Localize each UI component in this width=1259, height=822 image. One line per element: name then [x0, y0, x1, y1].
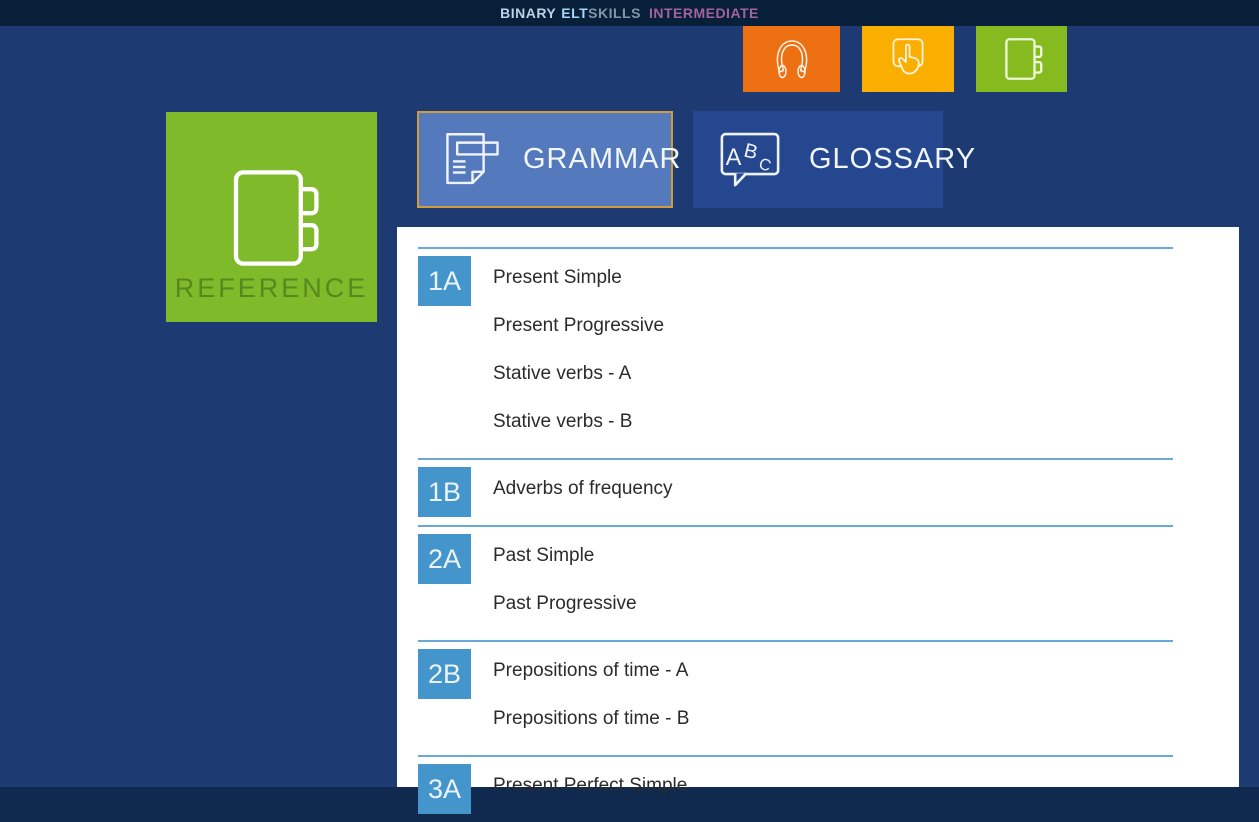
grammar-topic[interactable]: Present Simple [493, 267, 622, 288]
brand-binary: BINARY [500, 5, 557, 21]
reference-tile-label: REFERENCE [174, 273, 369, 303]
grammar-topic[interactable]: Present Progressive [493, 315, 665, 336]
grammar-section [397, 458, 1239, 525]
topic-items [493, 762, 1239, 810]
unit-badge[interactable]: 3A [418, 764, 471, 814]
svg-text:C: C [756, 154, 774, 175]
reference-tile[interactable] [166, 112, 377, 322]
reference-toolbar-button[interactable] [976, 26, 1067, 92]
grammar-topic[interactable]: Stative verbs - A [493, 363, 632, 384]
grammar-section [397, 755, 1239, 822]
touch-button[interactable] [862, 26, 954, 92]
titlebar [0, 0, 1259, 26]
grammar-topic[interactable]: Present Perfect Simple [493, 775, 688, 796]
section-body [397, 460, 1239, 525]
grammar-topics-panel [397, 227, 1239, 804]
topic-items [493, 254, 1239, 446]
grammar-topic[interactable]: Prepositions of time - B [493, 708, 690, 729]
tab-grammar[interactable] [417, 111, 682, 208]
grammar-section [397, 640, 1239, 755]
brand-skills: SKILLS [588, 5, 641, 21]
svg-text:A: A [725, 144, 742, 171]
grammar-topic[interactable]: Stative verbs - B [493, 411, 633, 432]
grammar-topic[interactable]: Prepositions of time - A [493, 660, 689, 681]
unit-badge[interactable]: 2A [418, 534, 471, 584]
section-body [397, 757, 1239, 822]
grammar-document-icon [437, 125, 501, 195]
section-body [397, 642, 1239, 755]
grammar-section [397, 525, 1239, 640]
unit-badge[interactable]: 1B [418, 467, 471, 517]
notebook-icon [995, 33, 1049, 85]
section-body [397, 527, 1239, 640]
topic-items [493, 647, 1239, 743]
grammar-topic[interactable]: Past Simple [493, 545, 595, 566]
headphones-icon [761, 34, 823, 84]
grammar-section [397, 247, 1239, 458]
touch-hand-icon [879, 33, 937, 85]
grammar-topic[interactable]: Adverbs of frequency [493, 478, 673, 499]
topic-items [493, 465, 1239, 513]
tab-glossary-label: GLOSSARY [809, 143, 977, 175]
abc-speech-bubble-icon [713, 125, 787, 195]
section-body [397, 249, 1239, 458]
unit-badge[interactable]: 1A [418, 256, 471, 306]
tab-glossary[interactable] [693, 111, 977, 208]
audio-button[interactable] [743, 26, 840, 92]
brand-elt: ELT [561, 5, 589, 21]
tab-grammar-label: GRAMMAR [523, 143, 682, 175]
grammar-topic[interactable]: Past Progressive [493, 593, 637, 614]
brand-level: INTERMEDIATE [648, 5, 759, 21]
topic-items [493, 532, 1239, 628]
grammar-sections [397, 247, 1239, 822]
svg-text:B: B [741, 139, 760, 164]
unit-badge[interactable]: 2B [418, 649, 471, 699]
